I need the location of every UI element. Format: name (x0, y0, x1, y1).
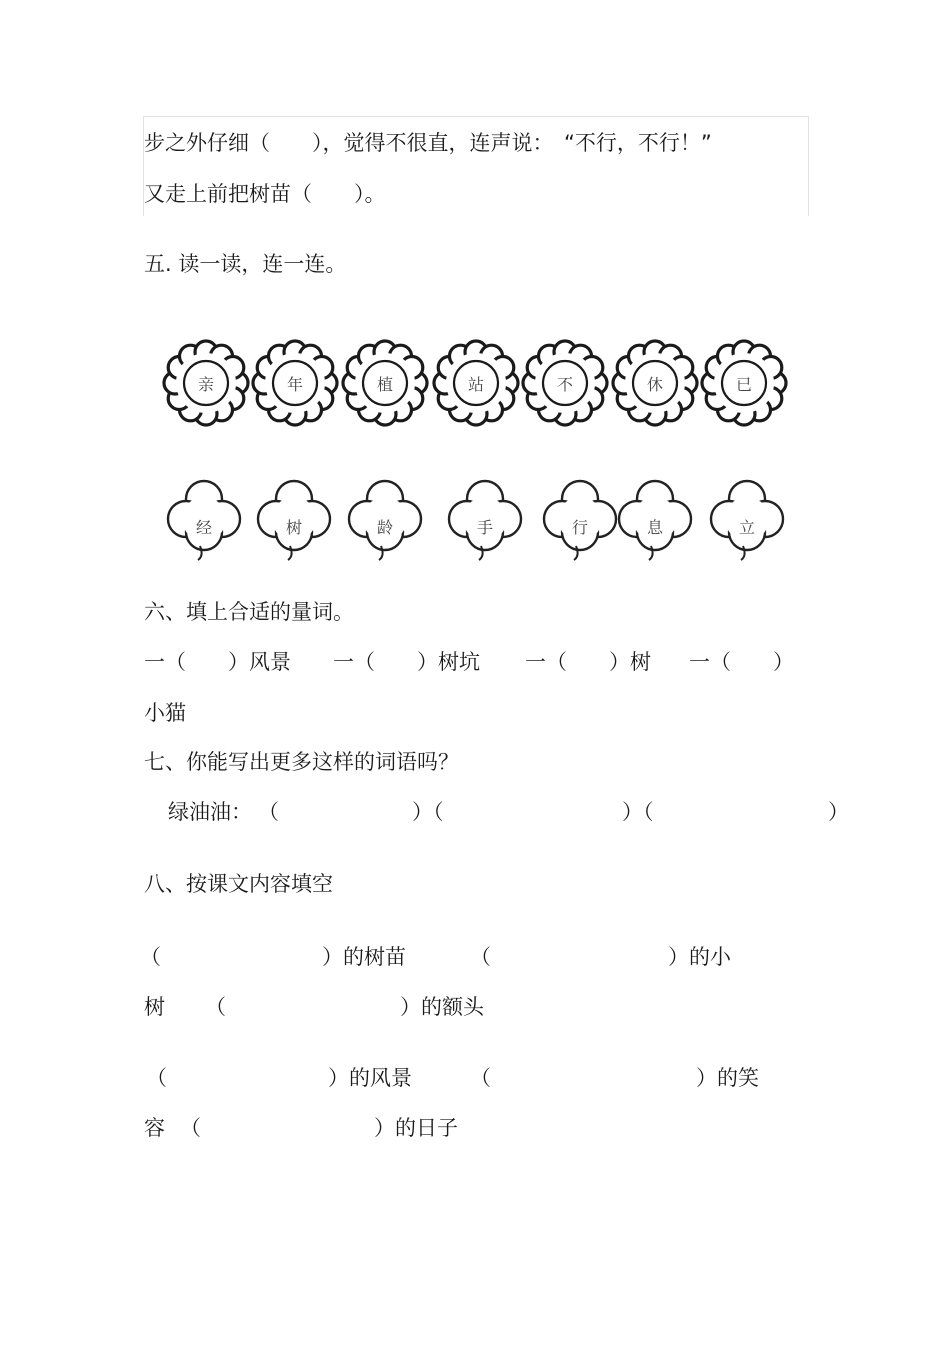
clover-card (160, 474, 248, 562)
row2-open-2: （ (470, 1066, 491, 1090)
row1-open-2: （ (470, 945, 491, 969)
measure-item-4: 一（ ） (689, 650, 794, 674)
clover-char: 手 (476, 517, 493, 537)
section7-title: 七、你能写出更多这样的词语吗？ (144, 750, 459, 774)
flower-card (611, 339, 699, 427)
clover-card (341, 474, 429, 562)
row1b-open: （ (205, 995, 226, 1019)
clover-card (703, 474, 791, 562)
measure-item-1: 一（ ）风景 (144, 650, 291, 674)
box-border-right (808, 116, 809, 216)
row2-close-2: ）的笑 (696, 1066, 759, 1090)
clover-card (250, 474, 338, 562)
section4-line2: 又走上前把树苗（ ）。 (144, 182, 386, 206)
measure-item-wrap: 小猫 (144, 701, 186, 725)
box-border-top (143, 116, 808, 117)
clover-char: 行 (571, 517, 588, 537)
row2b-open: （ (180, 1116, 201, 1140)
clover-char: 龄 (376, 517, 393, 537)
flower-char: 不 (556, 374, 573, 394)
clover-char: 树 (285, 517, 302, 537)
section7-prefix: 绿油油： (168, 800, 252, 824)
measure-item-2: 一（ ）树坑 (333, 650, 480, 674)
section7-blank-close: ） (828, 800, 849, 824)
row1-open-1: （ (140, 945, 161, 969)
section7-blank-mid2: ）（ (622, 800, 654, 824)
row2b-close: ）的日子 (374, 1116, 458, 1140)
row1-close-2: ）的小 (668, 945, 731, 969)
row1-close-1: ）的树苗 (322, 945, 406, 969)
row1b-close: ）的额头 (400, 995, 484, 1019)
flower-char: 休 (646, 374, 663, 394)
section7-blank-mid1: ）（ (412, 800, 444, 824)
section6-title: 六、填上合适的量词。 (144, 600, 354, 624)
row2-open-1: （ (146, 1066, 167, 1090)
flower-card (341, 339, 429, 427)
row2b-word: 容 (144, 1116, 165, 1140)
flower-char: 年 (286, 374, 303, 394)
clover-card (611, 474, 699, 562)
flower-card (521, 339, 609, 427)
section7-blank-open: （ (258, 800, 279, 824)
flower-card (251, 339, 339, 427)
clover-char: 经 (195, 517, 212, 537)
flower-card (162, 339, 250, 427)
flower-char: 站 (467, 374, 484, 394)
section8-title: 八、按课文内容填空 (144, 872, 333, 896)
flower-card (432, 339, 520, 427)
flower-char: 亲 (197, 374, 214, 394)
clover-char: 息 (646, 517, 663, 537)
section4-line1: 步之外仔细（ ），觉得不很直，连声说： “不行，不行！” (144, 131, 712, 155)
measure-item-3: 一（ ）树 (525, 650, 651, 674)
clover-char: 立 (738, 517, 755, 537)
clover-card (441, 474, 529, 562)
row2-close-1: ）的风景 (328, 1066, 412, 1090)
flower-card (700, 339, 788, 427)
section5-title: 五. 读一读，连一连。 (144, 252, 347, 276)
flower-char: 植 (376, 374, 393, 394)
flower-char: 已 (735, 374, 752, 394)
row1b-word: 树 (144, 995, 165, 1019)
